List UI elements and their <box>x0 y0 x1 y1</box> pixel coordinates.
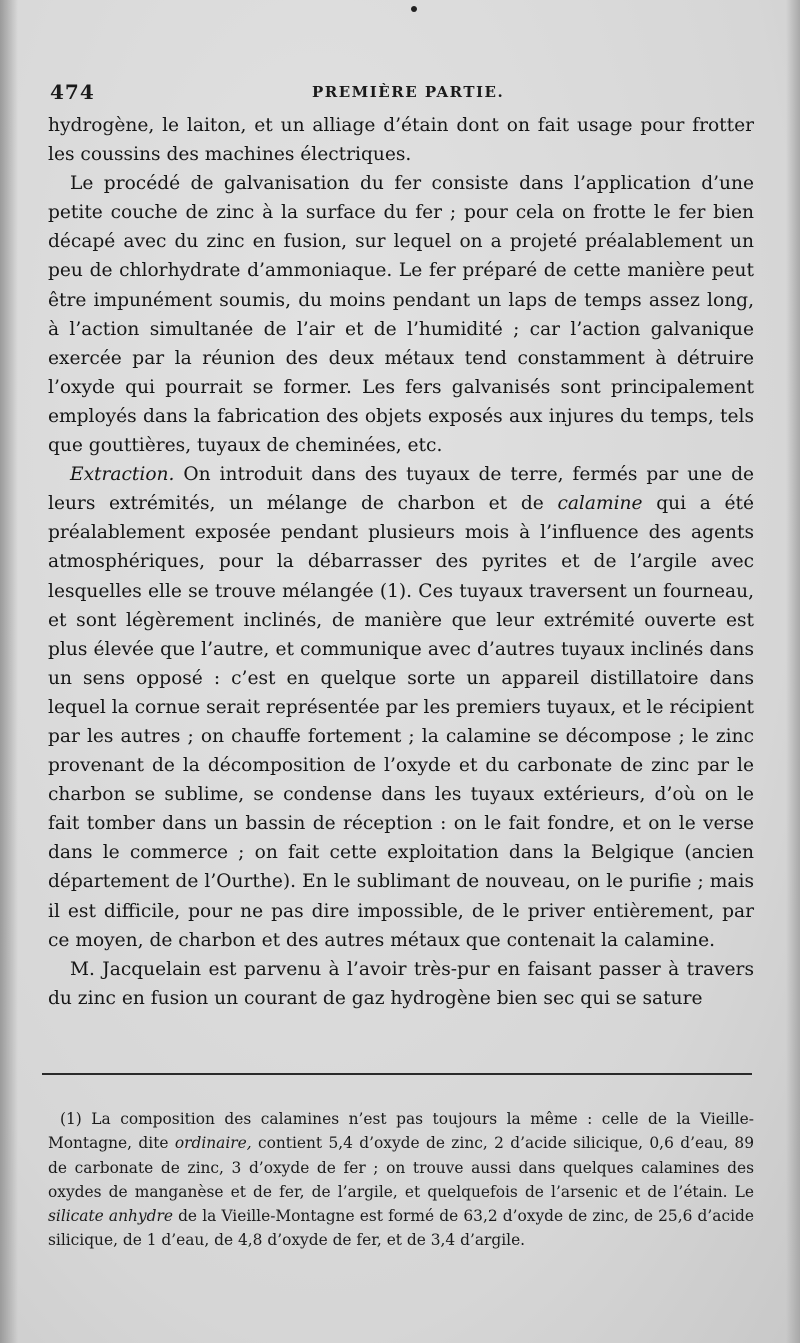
page-right-shadow <box>786 0 800 1343</box>
footnote-text-a: (1) La composition des calamines n’est pas toujours la même : celle de la Vieille-Montagne, dite <box>48 1110 754 1153</box>
paragraph-galvanisation: Le procédé de galvanisation du fer consiste dans l’application d’une petite couche de zinc à la surface du fer ; pour cela on frotte le fer bien décapé avec du zinc en fusion, sur lequel on a projeté préalablement un peu de chlorhydrate d’ammoniaque. Le fer préparé de cette manière peut être impunément soumis, du moins pendant un laps de temps assez long, à l’action simultanée de l’air et de l’humidité ; car l’action galvanique exercée par la réunion des deux métaux tend constamment à détruire l’oxyde qui pourrait se former. Les fers galvanisés sont principalement employés dans la fabrication des objets exposés aux injures du temps, tels que gouttières, tuyaux de cheminées, etc. <box>48 173 754 457</box>
calamine-term: calamine <box>557 493 643 515</box>
body-text <box>48 111 754 1013</box>
running-head <box>50 80 740 110</box>
page-left-shadow <box>0 0 18 1343</box>
footnote-divider <box>42 1073 752 1075</box>
extraction-text-b: qui a été préalablement exposée pendant plusieurs mois à l’influence des agents atmosphériques, pour la débarrasser des pyrites et de l’argile avec lesquelles elle se trouve mélangée (1). Ces tuyaux traversent un fourneau, et sont légèrement inclinés, de manière que leur extrémité ouverte est plus élevée que l’autre, et communique avec d’autres tuyaux inclinés dans un sens opposé : c’est en quelque sorte un appareil distillatoire dans lequel la cornue serait représentée par les premiers tuyaux, et le récipient par les autres ; on chauffe fortement ; la calamine se décompose ; le zinc provenant de la décomposition de l’oxyde et du carbonate de zinc par le charbon se sublime, se condense dans les tuyaux extérieurs, d’où on le fait tomber dans un bassin de réception : on le fait fondre, et on le verse dans le commerce ; on fait cette exploitation dans la Belgique (ancien département de l’Ourthe). En le sublimant de nouveau, on le purifie ; mais il est difficile, pour ne pas dire impossible, de le priver entièrement, par ce moyen, de charbon et des autres métaux que contenait la calamine. <box>48 493 754 951</box>
footnote-1 <box>48 1107 754 1253</box>
footnote-text-c: de la Vieille-Montagne est formé de 63,2 d’oxyde de zinc, de 25,6 d’acide silicique, de 1 d’eau, de 4,8 d’oxyde de fer, et de 3,4 d’argile. <box>48 1207 754 1250</box>
extraction-label: Extraction. <box>70 464 175 486</box>
page-number: 474 <box>50 80 95 104</box>
footnote <box>48 1107 754 1253</box>
footnote-em-ordinaire: ordinaire, <box>174 1134 252 1153</box>
extraction-text-a: On introduit dans des tuyaux de terre, fermés par une de leurs extrémités, un mélange de charbon et de <box>48 464 754 515</box>
footnote-text-b: contient 5,4 d’oxyde de zinc, 2 d’acide silicique, 0,6 d’eau, 89 de carbonate de zinc, 3 d’oxyde de fer ; on trouve aussi dans quelques calamines des oxydes de manganèse et de fer, de l’argile, et quelquefois de l’arsenic et de l’étain. Le <box>48 1134 754 1201</box>
paragraph-jacquelain: M. Jacquelain est parvenu à l’avoir très-pur en faisant passer à travers du zinc en fusion un courant de gaz hydrogène bien sec qui se sature <box>48 958 754 1009</box>
ink-dot <box>411 6 417 12</box>
paragraph-continuation: hydrogène, le laiton, et un alliage d’étain dont on fait usage pour frotter les coussins des machines électriques. <box>48 115 754 166</box>
footnote-em-silicate: silicate anhydre <box>48 1207 173 1226</box>
section-title: PREMIÈRE PARTIE. <box>312 83 505 101</box>
paragraph-extraction <box>48 460 754 955</box>
